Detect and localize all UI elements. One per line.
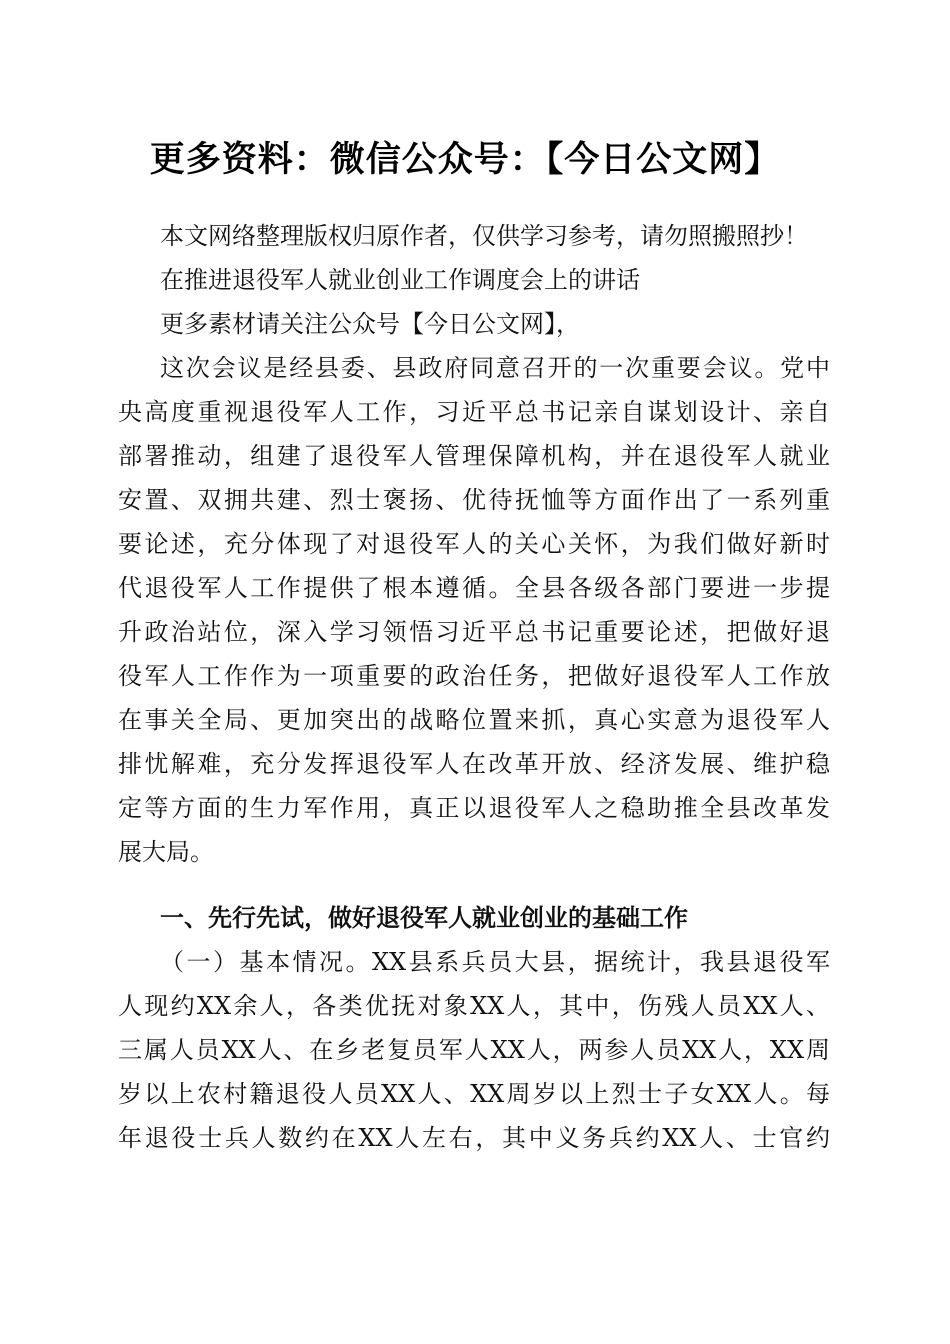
paragraph-line: 岁以上农村籍退役人员XX人、XX周岁以上烈士子女XX人。每 [118,1080,830,1108]
paragraph-line: 这次会议是经县委、县政府同意召开的一次重要会议。党中 [160,354,830,382]
paragraph-line: 代退役军人工作提供了根本遵循。全县各级各部门要进一步提 [118,574,830,602]
speech-title: 在推进退役军人就业创业工作调度会上的讲话 [160,266,640,294]
paragraph-line: 部署推动，组建了退役军人管理保障机构，并在退役军人就业 [118,442,830,470]
paragraph-line: 央高度重视退役军人工作，习近平总书记亲自谋划设计、亲自 [118,398,830,426]
paragraph-line: 安置、双拥共建、烈士褒扬、优待抚恤等方面作出了一系列重 [118,486,830,514]
paragraph-line: 年退役士兵人数约在XX人左右，其中义务兵约XX人、士官约 [118,1124,830,1152]
promo-line: 更多素材请关注公众号【今日公文网】， [160,310,580,338]
paragraph-line: 人现约XX余人，各类优抚对象XX人，其中，伤残人员XX人、 [118,992,830,1020]
paragraph-line: 在事关全局、更加突出的战略位置来抓，真心实意为退役军人 [118,706,830,734]
paragraph-line: 展大局。 [118,838,214,866]
paragraph-line: 定等方面的生力军作用，真正以退役军人之稳助推全县改革发 [118,794,830,822]
section-heading: 一、先行先试，做好退役军人就业创业的基础工作 [160,904,688,932]
copyright-notice: 本文网络整理版权归原作者，仅供学习参考，请勿照搬照抄！ [160,222,808,250]
paragraph-line: 升政治站位，深入学习领悟习近平总书记重要论述，把做好退 [118,618,830,646]
paragraph-line: （一）基本情况。XX县系兵员大县，据统计，我县退役军 [160,948,830,976]
document-title: 更多资料：微信公众号：【今日公文网】 [149,140,781,180]
paragraph-line: 役军人工作作为一项重要的政治任务，把做好退役军人工作放 [118,662,830,690]
paragraph-line: 三属人员XX人、在乡老复员军人XX人，两参人员XX人，XX周 [118,1036,830,1064]
paragraph-line: 要论述，充分体现了对退役军人的关心关怀，为我们做好新时 [118,530,830,558]
paragraph-line: 排忧解难，充分发挥退役军人在改革开放、经济发展、维护稳 [118,750,830,778]
